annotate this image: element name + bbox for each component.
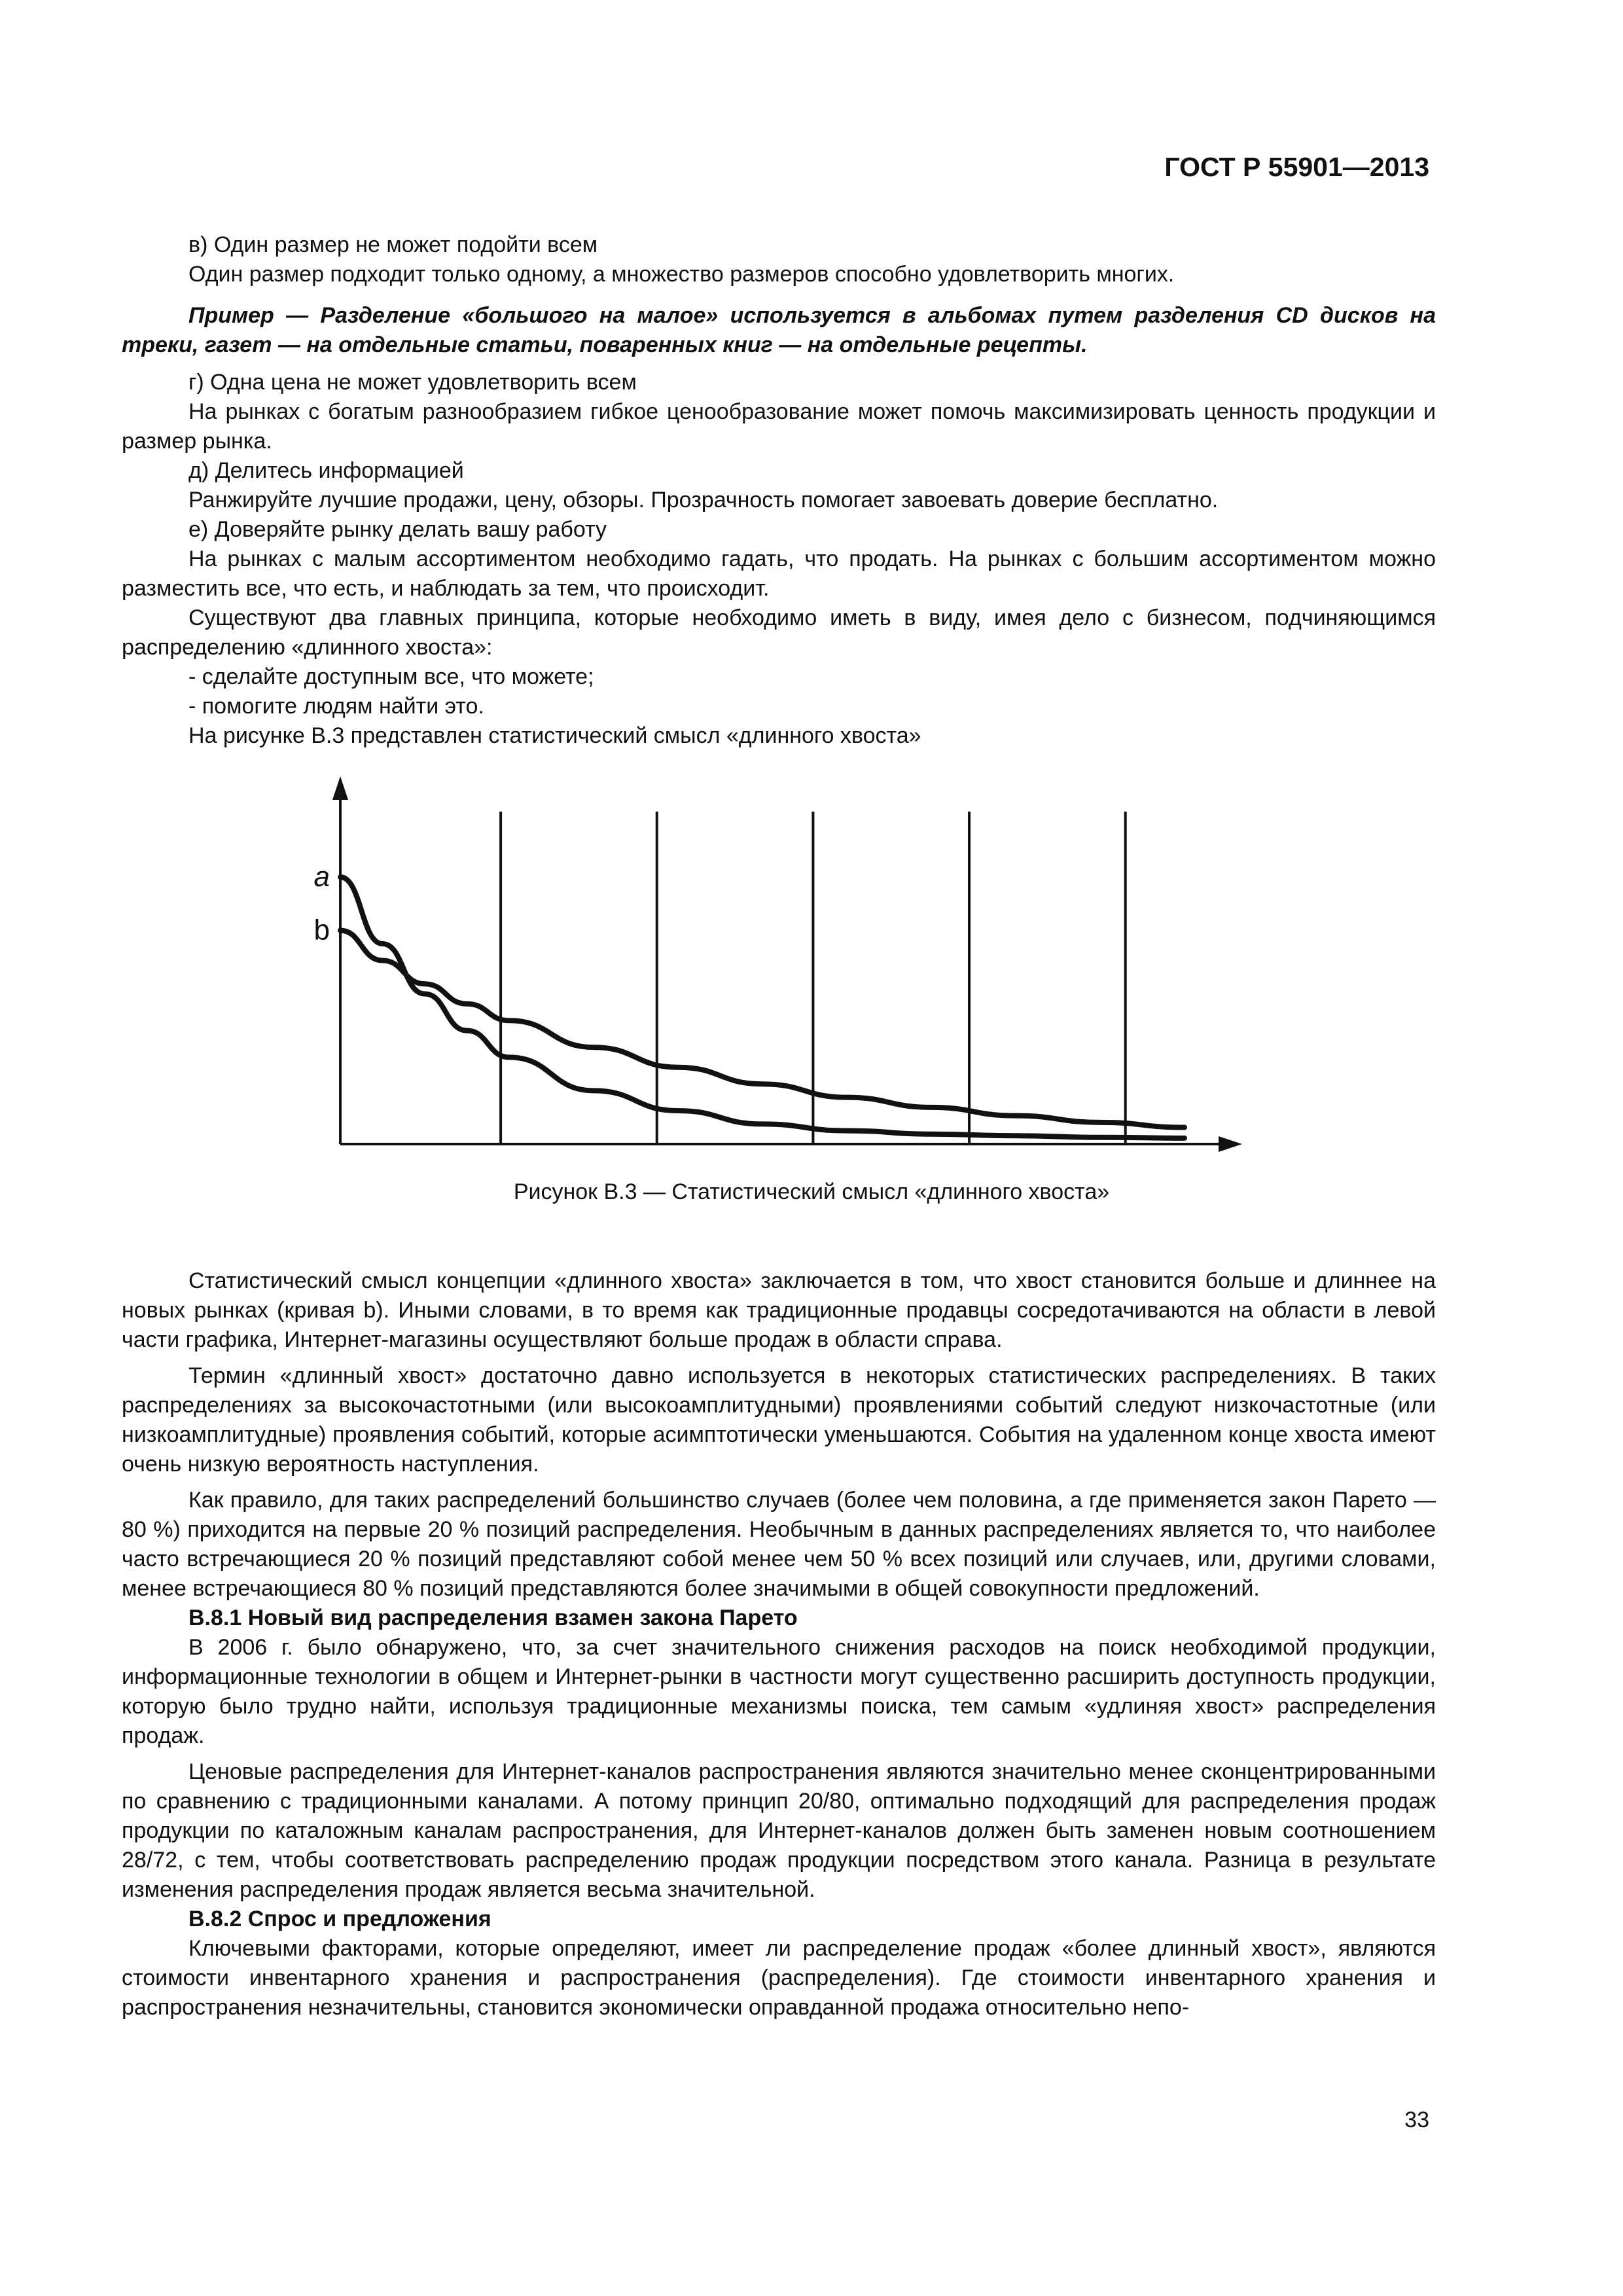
paragraph: В 2006 г. было обнаружено, что, за счет значительного снижения расходов на поиск необходимой продукции, информационные технологии в общем и Интернет-рынки в частности могут существенно расширить доступность продукции, которую было трудно найти, используя традиционные механизмы поиска, тем самым «удлиняя хвост» распределения продаж. (122, 1635, 1436, 1748)
series-a-curve (340, 877, 1185, 1138)
paragraph: Как правило, для таких распределений большинство случаев (более чем половина, а где применяется закон Парето — 80 %) приходится на первые 20 % позиций распределения. Необычным в данных распределениях является то, что наиболее часто встречающиеся 20 % позиций представляют собой менее чем 50 % всех позиций или случаев, или, другими словами, менее встречающиеся 80 % позиций представляются более значимыми в общей совокупности предложений. (122, 1488, 1436, 1601)
page-number: 33 (1404, 2108, 1429, 2132)
figure-caption: Рисунок В.3 — Статистический смысл «длинного хвоста» (513, 1179, 1110, 1204)
paragraph: На рынках с малым ассортиментом необходимо гадать, что продать. На рынках с большим ассортиментом можно разместить все, что есть, и наблюдать за тем, что происходит. (122, 547, 1436, 601)
x-axis-arrow (1219, 1136, 1242, 1152)
paragraph: Ранжируйте лучшие продажи, цену, обзоры. Прозрачность помогает завоевать доверие бесплатно. (188, 488, 1219, 512)
document-standard-id: ГОСТ Р 55901—2013 (1164, 152, 1429, 182)
paragraph: Ценовые распределения для Интернет-каналов распространения являются значительно менее сконцентрированными по сравнению с традиционными каналами. А потому принцип 20/80, оптимально подходящий для распределения продаж продукции по каталожным каналам распространения, для Интернет-каналов должен быть заменен новым соотношением 28/72, с тем, чтобы соответствовать распределению продаж продукции посредством этого канала. Разница в результате изменения распределения продаж является весьма значительной. (122, 1759, 1436, 1902)
paragraph: Термин «длинный хвост» достаточно давно используется в некоторых статистических распределениях. В таких распределениях за высокочастотными (или высокоамплитудными) проявлениями событий следуют низкочастотные (или низкоамплитудные) проявления событий, которые асимптотически уменьшаются. События на удаленном конце хвоста имеют очень низкую вероятность наступления. (122, 1363, 1436, 1477)
list-item-e: е) Доверяйте рынку делать вашу работу (188, 517, 607, 542)
bullet-item: - сделайте доступным все, что можете; (188, 664, 594, 689)
paragraph: Один размер подходит только одному, а множество размеров способно удовлетворить многих. (188, 262, 1175, 287)
paragraph: Существуют два главных принципа, которые необходимо иметь в виду, имея дело с бизнесом, подчиняющимся распределению «длинного хвоста»: (122, 605, 1436, 660)
y-axis-arrow (332, 776, 348, 800)
paragraph: Статистический смысл концепции «длинного хвоста» заключается в том, что хвост становится больше и длиннее на новых рынках (кривая b). Иными словами, в то время как традиционные продавцы сосредотачиваются на области в левой части графика, Интернет-магазины осуществляют больше продаж в области справа. (122, 1268, 1436, 1352)
series-a-label: a (313, 861, 330, 893)
list-item-v: в) Один размер не может подойти всем (188, 232, 598, 257)
paragraph: Ключевыми факторами, которые определяют, имеет ли распределение продаж «более длинный хвост», являются стоимости инвентарного хранения и распространения (распределения). Где стоимости инвентарного хранения и распространения незначительны, становится экономически оправданной продажа относительно непо- (122, 1936, 1436, 2020)
paragraph: На рынках с богатым разнообразием гибкое ценообразование может помочь максимизировать ценность продукции и размер рынка. (122, 399, 1436, 454)
figure-intro: На рисунке В.3 представлен статистический смысл «длинного хвоста» (188, 723, 921, 748)
lower-text-block (122, 1266, 1436, 2022)
series-b-label: b (313, 914, 330, 946)
bullet-item: - помогите людям найти это. (188, 694, 484, 719)
section-heading: В.8.1 Новый вид распределения взамен закона Парето (188, 1605, 798, 1630)
example-note: Пример — Разделение «большого на малое» используется в альбомах путем разделения CD дисков на треки, газет — на отдельные статьи, поваренных книг — на отдельные рецепты. (122, 303, 1436, 357)
list-item-d: д) Делитесь информацией (188, 458, 464, 483)
section-heading: В.8.2 Спрос и предложения (188, 1907, 491, 1931)
list-item-g: г) Одна цена не может удовлетворить всем (188, 370, 637, 395)
